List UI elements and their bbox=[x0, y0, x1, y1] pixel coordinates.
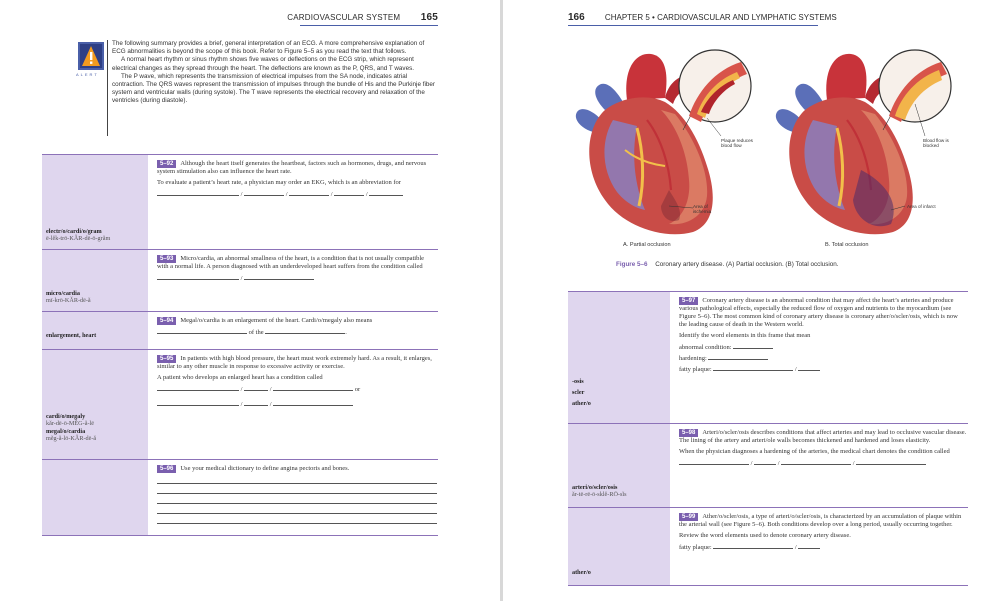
answer-blank[interactable] bbox=[733, 343, 773, 349]
frame-answer-column bbox=[568, 508, 670, 585]
frame-number: 5–95 bbox=[157, 355, 176, 363]
frame-5-96 bbox=[42, 459, 438, 535]
answer-blank[interactable] bbox=[679, 459, 749, 465]
frame-5-99 bbox=[568, 507, 968, 585]
frame-answer-column bbox=[568, 424, 670, 507]
writing-line[interactable] bbox=[157, 517, 437, 524]
figure-caption-number: Figure 5–6 bbox=[616, 261, 648, 268]
frame-body: 5–93 Micro/cardia, an abnormal smallness of the heart, is a condition that is not usually compatible with a normal life. A person diagnosed with an underdeveloped heart suffers from the condition called / bbox=[157, 255, 437, 286]
answer-blank[interactable] bbox=[856, 459, 926, 465]
answer-blank[interactable] bbox=[265, 328, 345, 334]
frame-body: 5–92 Although the heart itself generates the heartbeat, factors such as hormones, drugs, and nervous system stimulation also can influence the heart rate. To evaluate a patient’s heart rate, a physician may order an EKG, which is an abbreviation for / / / / bbox=[157, 160, 437, 202]
frame-number: 5–97 bbox=[679, 297, 698, 305]
frame-question: To evaluate a patient’s heart rate, a physician may order an EKG, which is an abbreviation for bbox=[157, 179, 401, 186]
figure-caption-text: Coronary artery disease. (A) Partial occlusion. (B) Total occlusion. bbox=[655, 261, 839, 268]
answer-blank[interactable] bbox=[369, 190, 403, 196]
frame-5-93 bbox=[42, 249, 438, 311]
answer-blank[interactable] bbox=[754, 459, 776, 465]
frame-number: 5–96 bbox=[157, 465, 176, 473]
alert-para-3: The P wave, which represents the transmission of electrical impulses from the SA node, indicates atrial contraction. The QRS waves represent the transmission of impulses through the bundle of His and the Purkinje fiber system and ventricular walls (during systole). The T wave represents the electrical recovery and relaxation of the ventricles (during diastole). bbox=[112, 72, 435, 105]
question-row: fatty plaque: / bbox=[679, 543, 967, 552]
left-chapter-title: CARDIOVASCULAR SYSTEM bbox=[287, 13, 401, 22]
answer-blank[interactable] bbox=[157, 385, 239, 391]
right-chapter-title: CHAPTER 5 • CARDIOVASCULAR AND LYMPHATIC SYSTEMS bbox=[604, 13, 837, 22]
frame-answer-column bbox=[568, 292, 670, 423]
frame-number: 5–99 bbox=[679, 513, 698, 521]
answer-blanks: / / bbox=[157, 400, 437, 409]
frame-answer: cardi/o/megaly kăr-dē-ō-MĔG-ă-lē megal/o/cardia mĕg-ă-lō-KĂR-dē-ă bbox=[46, 412, 97, 443]
callout-infarct: Area of infarct bbox=[907, 204, 936, 209]
alert-para-1: The following summary provides a brief, general interpretation of an ECG. A more comprehensive explanation of ECG abnormalities is beyond the scope of this book. Refer to Figure 5–5 as you read the text that follows. bbox=[112, 40, 425, 56]
answer-blank[interactable] bbox=[781, 459, 851, 465]
frame-question: Identify the word elements in this frame that mean bbox=[679, 332, 811, 339]
answer-blank[interactable] bbox=[334, 190, 364, 196]
frame-body: 5–99 Ather/o/scler/osis, a type of arteri/o/scler/osis, is characterized by an accumulation of plaque within the arterial wall (see Figure 5–6). Both conditions develop over a long period, usually occurring together. Review the word elements used to denote coronary artery disease. fatty plaque: / bbox=[679, 513, 967, 555]
question-row: abnormal condition: bbox=[679, 343, 967, 352]
left-page-header bbox=[287, 12, 438, 23]
frame-body: 5–95 In patients with high blood pressure, the heart must work extremely hard. As a result, it enlarges, similar to any other muscle in response to excessive activity or exercise. A patient who develops an enlarged heart has a condition called / / or / / bbox=[157, 355, 437, 412]
frame-body: 5–96 Use your medical dictionary to define angina pectoris and bones. bbox=[157, 465, 437, 527]
alert-icon-label: ALERT bbox=[76, 72, 99, 77]
frame-answer: micro/cardia mī-krō-KĂR-dē-ă bbox=[46, 289, 91, 305]
frame-answer: enlargement, heart bbox=[46, 332, 97, 340]
left-bottom-rule bbox=[42, 535, 438, 536]
frame-question: When the physician diagnoses a hardening of the arteries, the medical chart denotes the condition called bbox=[679, 448, 950, 455]
answer-blanks: / / or bbox=[157, 385, 437, 394]
alert-para-2: A normal heart rhythm or sinus rhythm shows five waves or deflections on the ECG strip, which represent electrical changes as they spread through the heart. The deflections are known as the P, QRS, and T waves. bbox=[112, 56, 414, 72]
answer-blanks: of the . bbox=[157, 328, 437, 337]
writing-lines bbox=[157, 477, 437, 524]
question-row: fatty plaque: / bbox=[679, 365, 967, 374]
answer-blank[interactable] bbox=[273, 385, 353, 391]
callout-ischemia: Area of ischemia bbox=[693, 204, 712, 215]
frame-number: 5–94 bbox=[157, 317, 176, 325]
answer-blank[interactable] bbox=[798, 365, 820, 371]
frame-number: 5–92 bbox=[157, 160, 176, 168]
frame-5-97 bbox=[568, 291, 968, 423]
answer-blanks: / / / bbox=[679, 459, 967, 468]
frame-answer-column bbox=[42, 350, 148, 459]
left-page-number: 165 bbox=[420, 12, 438, 23]
frame-answer: electr/o/cardi/o/gram ē-lĕk-trō-KĂR-dē-ō-grăm bbox=[46, 227, 111, 243]
frame-answer-column bbox=[42, 250, 148, 311]
right-bottom-rule bbox=[568, 585, 968, 586]
answer-blank[interactable] bbox=[157, 190, 239, 196]
frame-answer: -osis scler ather/o bbox=[572, 378, 591, 407]
frame-body: 5–94 Megal/o/cardia is an enlargement of the heart. Cardi/o/megaly also means of the . bbox=[157, 317, 437, 340]
frame-body: 5–98 Arteri/o/scler/osis describes conditions that affect arteries and may lead to occlusive vascular disease. The lining of the artery and arteri/ole walls becomes thickened and hardened and loses elasticity. When the physician diagnoses a hardening of the arteries, the medical chart denotes the condition called / / / bbox=[679, 429, 967, 467]
left-header-rule bbox=[300, 25, 438, 26]
frame-5-94 bbox=[42, 311, 438, 349]
answer-blank[interactable] bbox=[157, 274, 239, 280]
answer-blank[interactable] bbox=[713, 543, 793, 549]
answer-blank[interactable] bbox=[289, 190, 329, 196]
frame-number: 5–93 bbox=[157, 255, 176, 263]
answer-blank[interactable] bbox=[273, 400, 353, 406]
frame-5-95 bbox=[42, 349, 438, 459]
figure-caption bbox=[616, 261, 839, 268]
right-page-number: 166 bbox=[568, 12, 585, 23]
figure-label-a: A. Partial occlusion bbox=[623, 242, 671, 248]
frame-body: 5–97 Coronary artery disease is an abnormal condition that may affect the heart’s arteries and produce various pathological effects, especially the reduced flow of oxygen and nutrients to the myocardium (see Figure 5–6). The most common kind of coronary artery disease is coronary ather/o/scler/osis, which is now the leading cause of death in the Western world. Identify the word elements in this frame that mean abnormal condition: hardening: fatty plaque: / bbox=[679, 297, 967, 374]
answer-blanks: / bbox=[157, 274, 437, 283]
answer-blank[interactable] bbox=[244, 385, 268, 391]
figure-label-b: B. Total occlusion bbox=[825, 242, 869, 248]
writing-line[interactable] bbox=[157, 477, 437, 484]
frame-answer: ather/o bbox=[572, 569, 591, 577]
answer-blank[interactable] bbox=[244, 274, 314, 280]
right-header-rule bbox=[568, 25, 818, 26]
frame-question: A patient who develops an enlarged heart has a condition called bbox=[157, 374, 323, 381]
frame-number: 5–98 bbox=[679, 429, 698, 437]
callout-blocked: Blood flow is blocked bbox=[923, 138, 949, 149]
answer-blank[interactable] bbox=[244, 190, 284, 196]
alert-rule bbox=[107, 40, 108, 136]
answer-blank[interactable] bbox=[157, 400, 239, 406]
frame-answer-column bbox=[42, 460, 148, 535]
writing-line[interactable] bbox=[157, 507, 437, 514]
answer-blanks: / / / / bbox=[157, 190, 437, 199]
frame-answer-column bbox=[42, 155, 148, 249]
answer-blank[interactable] bbox=[157, 328, 247, 334]
frame-answer-column bbox=[42, 312, 148, 349]
frame-answer: arteri/o/scler/osis ăr-tē-rē-ō-sklĕ-RŌ-sĭs bbox=[572, 483, 627, 499]
answer-blank[interactable] bbox=[713, 365, 793, 371]
frame-question: Review the word elements used to denote coronary artery disease. bbox=[679, 532, 851, 539]
question-row: hardening: bbox=[679, 354, 967, 363]
answer-blank[interactable] bbox=[798, 543, 820, 549]
writing-line[interactable] bbox=[157, 487, 437, 494]
alert-text bbox=[112, 40, 438, 106]
frame-5-92 bbox=[42, 154, 438, 249]
right-page-header bbox=[568, 12, 837, 23]
answer-blank[interactable] bbox=[708, 354, 768, 360]
frame-5-98 bbox=[568, 423, 968, 507]
right-page bbox=[503, 0, 991, 601]
writing-line[interactable] bbox=[157, 497, 437, 504]
answer-blank[interactable] bbox=[244, 400, 268, 406]
alert-icon bbox=[78, 42, 104, 70]
callout-plaque: Plaque reduces blood flow bbox=[721, 138, 753, 149]
